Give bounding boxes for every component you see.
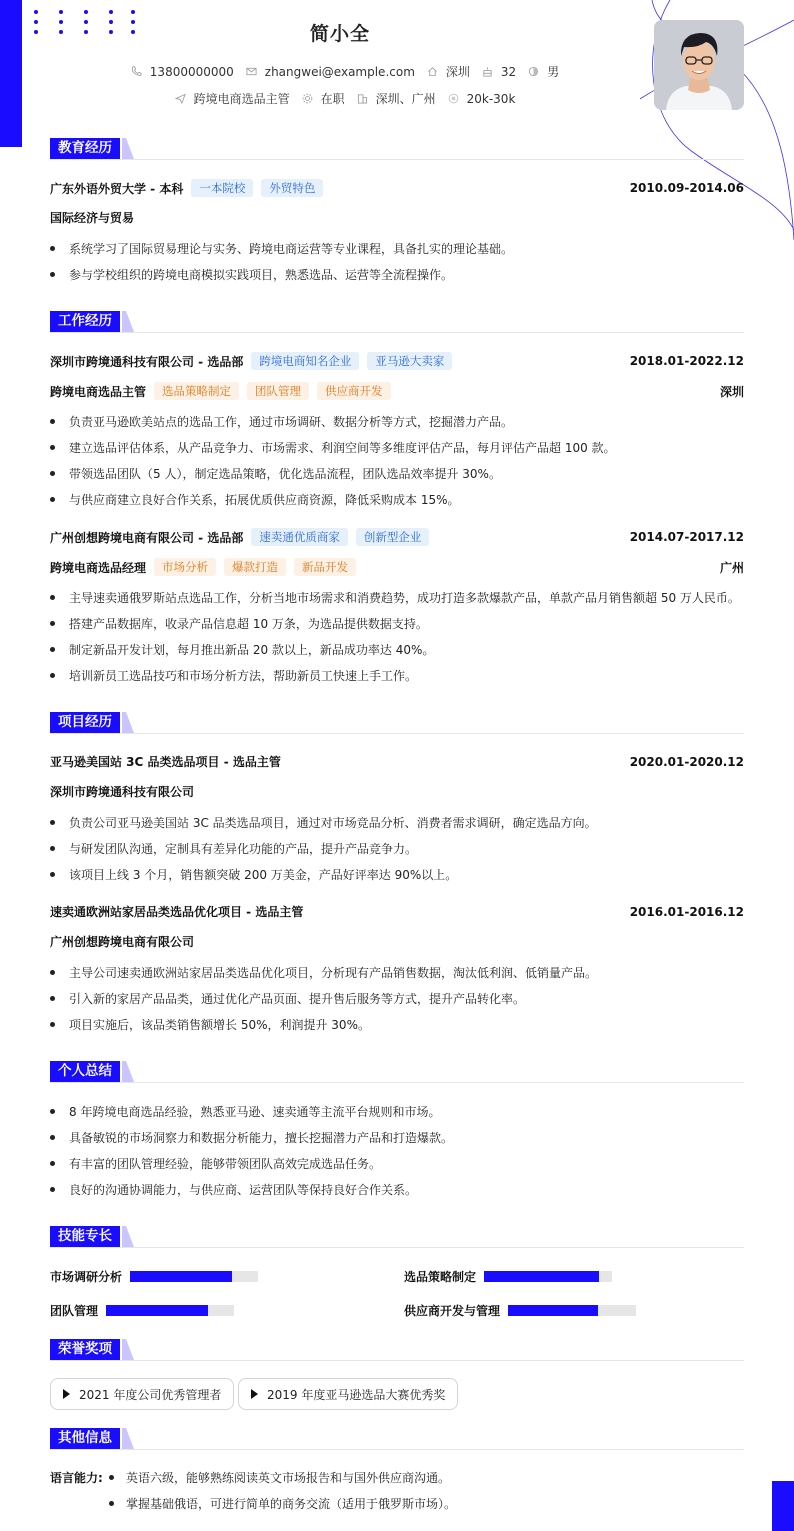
intent-position: 跨境电商选品主管 [175, 90, 290, 107]
status-icon [302, 93, 313, 104]
work-city: 广州 [719, 560, 744, 575]
intent-cities: 深圳、广州 [357, 90, 436, 107]
list-item: 8 年跨境电商选品经验，熟悉亚马逊、速卖通等主流平台规则和市场。 [50, 1103, 750, 1120]
list-item: 项目实施后，该品类销售额增长 50%，利润提升 30%。 [50, 1016, 750, 1033]
list-item: 参与学校组织的跨境电商模拟实践项目，熟悉选品、运营等全流程操作。 [50, 266, 750, 283]
award-label: 2019 年度亚马逊选品大赛优秀奖 [267, 1387, 446, 1402]
section-tail-decoration [122, 1061, 136, 1082]
education-period: 2010.09-2014.06 [629, 181, 744, 195]
section-other [50, 1428, 744, 1450]
section-tail-decoration [122, 311, 136, 332]
intent-salary: 20k-30k [448, 92, 516, 106]
list-item: 良好的沟通协调能力，与供应商、运营团队等保持良好合作关系。 [50, 1181, 750, 1198]
list-item: 引入新的家居产品品类，通过优化产品页面、提升售后服务等方式，提升产品转化率。 [50, 990, 750, 1007]
section-tail-decoration [122, 1226, 136, 1247]
list-item: 与研发团队沟通，定制具有差异化功能的产品，提升产品竞争力。 [50, 840, 750, 857]
list-item: 系统学习了国际贸易理论与实务、跨境电商运营等专业课程，具备扎实的理论基础。 [50, 240, 750, 257]
portrait-illustration [654, 20, 744, 110]
skill-item [50, 1268, 258, 1285]
intent-status: 在职 [302, 90, 345, 107]
company-name: 广州创想跨境电商有限公司 - 选品部 [50, 530, 244, 545]
skill-level-fill [130, 1271, 232, 1282]
section-projects [50, 712, 744, 734]
section-title: 荣誉奖项 [50, 1339, 120, 1360]
list-item: 英语六级，能够熟练阅读英文市场报告和与国外供应商沟通。 [109, 1469, 450, 1486]
major-row [50, 209, 744, 226]
company-tag: 速卖通优质商家 [251, 528, 348, 546]
work-city: 深圳 [719, 384, 744, 399]
position-title: 跨境电商选品经理 [50, 560, 147, 575]
skill-name: 供应商开发与管理 [404, 1304, 501, 1318]
home-icon [427, 66, 438, 77]
section-title: 工作经历 [50, 311, 120, 332]
avatar [654, 20, 744, 110]
section-tail-decoration [122, 138, 136, 159]
gender-icon [528, 66, 539, 77]
company-tag: 跨境电商知名企业 [251, 352, 359, 370]
phone-icon [131, 66, 142, 77]
contact-city: 深圳 [427, 63, 470, 80]
company-name: 深圳市跨境通科技有限公司 - 选品部 [50, 354, 244, 369]
skill-level-fill [106, 1305, 208, 1316]
project-company: 深圳市跨境通科技有限公司 [50, 785, 195, 799]
list-item: 有丰富的团队管理经验，能够带领团队高效完成选品任务。 [50, 1155, 750, 1172]
project-period: 2016.01-2016.12 [629, 904, 744, 919]
contact-row [0, 63, 690, 80]
project-header [50, 903, 744, 920]
skill-level-bar [130, 1271, 258, 1282]
list-item: 负责公司亚马逊美国站 3C 品类选品项目，通过对市场竞品分析、消费者需求调研，确定选品方向。 [50, 814, 750, 831]
section-title: 技能专长 [50, 1226, 120, 1247]
work-period: 2014.07-2017.12 [629, 530, 744, 544]
project-company: 广州创想跨境电商有限公司 [50, 935, 195, 949]
award-item [50, 1378, 234, 1410]
contact-age: 32 [482, 65, 516, 79]
award-item [238, 1378, 458, 1410]
salary-icon [448, 93, 459, 104]
project-name: 亚马逊美国站 3C 品类选品项目 - 选品主管 [50, 755, 281, 769]
play-triangle-icon [251, 1389, 258, 1399]
section-title: 教育经历 [50, 138, 120, 159]
list-item: 主导公司速卖通欧洲站家居品类选品优化项目，分析现有产品销售数据，淘汰低利润、低销量产品。 [50, 964, 750, 981]
building-icon [357, 93, 368, 104]
skill-name: 市场调研分析 [50, 1270, 123, 1284]
project-company-row [50, 783, 744, 800]
position-tag: 供应商开发 [317, 382, 391, 400]
list-item: 该项目上线 3 个月，销售额突破 200 万美金，产品好评率达 90%以上。 [50, 866, 750, 883]
section-tail-decoration [122, 712, 136, 733]
skill-item [50, 1302, 234, 1319]
section-title: 项目经历 [50, 712, 120, 733]
position-tag: 团队管理 [247, 382, 309, 400]
job-intent-row [0, 90, 690, 107]
list-item: 掌握基础俄语，可进行简单的商务交流（适用于俄罗斯市场）。 [109, 1495, 456, 1512]
school-tag: 外贸特色 [261, 179, 323, 197]
section-education [50, 138, 744, 160]
list-item: 制定新品开发计划，每月推出新品 20 款以上，新品成功率达 40%。 [50, 641, 750, 658]
school-name: 广东外语外贸大学 - 本科 [50, 181, 184, 196]
skill-level-bar [508, 1305, 636, 1316]
contact-email: zhangwei@example.com [246, 65, 415, 79]
candidate-name: 简小全 [309, 23, 370, 45]
list-item: 具备敏锐的市场洞察力和数据分析能力，擅长挖掘潜力产品和打造爆款。 [50, 1129, 750, 1146]
list-item: 建立选品评估体系，从产品竞争力、市场需求、利润空间等多维度评估产品，每月评估产品超 100 款。 [50, 439, 750, 456]
school-tag: 一本院校 [191, 179, 253, 197]
section-work [50, 311, 744, 333]
company-tag: 创新型企业 [356, 528, 430, 546]
section-awards [50, 1339, 744, 1361]
list-item: 搭建产品数据库，收录产品信息超 10 万条，为选品提供数据支持。 [50, 615, 750, 632]
section-title: 个人总结 [50, 1061, 120, 1082]
education-header [50, 179, 744, 197]
work-company-row [50, 352, 744, 370]
award-label: 2021 年度公司优秀管理者 [79, 1387, 222, 1402]
position-tag: 爆款打造 [224, 558, 286, 576]
position-title: 跨境电商选品主管 [50, 384, 147, 399]
skill-name: 选品策略制定 [404, 1270, 477, 1284]
skill-level-bar [484, 1271, 612, 1282]
age-icon [482, 66, 493, 77]
work-period: 2018.01-2022.12 [629, 354, 744, 368]
work-position-row [50, 382, 744, 400]
section-tail-decoration [122, 1339, 136, 1360]
section-skills [50, 1226, 744, 1248]
contact-gender: 男 [528, 63, 559, 80]
project-header [50, 753, 744, 770]
send-icon [175, 93, 186, 104]
list-item: 负责亚马逊欧美站点的选品工作，通过市场调研、数据分析等方式，挖掘潜力产品。 [50, 413, 750, 430]
company-tag: 亚马逊大卖家 [367, 352, 452, 370]
contact-phone: 13800000000 [131, 65, 234, 79]
skill-name: 团队管理 [50, 1304, 99, 1318]
project-company-row [50, 933, 744, 950]
language-label: 语言能力: [50, 1471, 103, 1485]
list-item: 与供应商建立良好合作关系，拓展优质供应商资源，降低采购成本 15%。 [50, 491, 750, 508]
project-period: 2020.01-2020.12 [629, 754, 744, 769]
work-position-row [50, 558, 744, 576]
mail-icon [246, 66, 257, 77]
bottom-right-accent-bar [772, 1481, 794, 1531]
skill-item [404, 1302, 636, 1319]
project-name: 速卖通欧洲站家居品类选品优化项目 - 选品主管 [50, 905, 304, 919]
section-summary [50, 1061, 744, 1083]
skill-level-bar [106, 1305, 234, 1316]
major: 国际经济与贸易 [50, 211, 135, 225]
skill-level-fill [508, 1305, 598, 1316]
list-item: 培训新员工选品技巧和市场分析方法，帮助新员工快速上手工作。 [50, 667, 750, 684]
list-item: 带领选品团队（5 人），制定选品策略，优化选品流程，团队选品效率提升 30%。 [50, 465, 750, 482]
skill-item [404, 1268, 612, 1285]
section-title: 其他信息 [50, 1428, 120, 1449]
play-triangle-icon [63, 1389, 70, 1399]
list-item: 主导速卖通俄罗斯站点选品工作，分析当地市场需求和消费趋势，成功打造多款爆款产品，单款产品月销售额超 50 万人民币。 [50, 589, 750, 606]
section-tail-decoration [122, 1428, 136, 1449]
work-company-row [50, 528, 744, 546]
skill-level-fill [484, 1271, 599, 1282]
position-tag: 选品策略制定 [154, 382, 239, 400]
position-tag: 新品开发 [294, 558, 356, 576]
position-tag: 市场分析 [154, 558, 216, 576]
